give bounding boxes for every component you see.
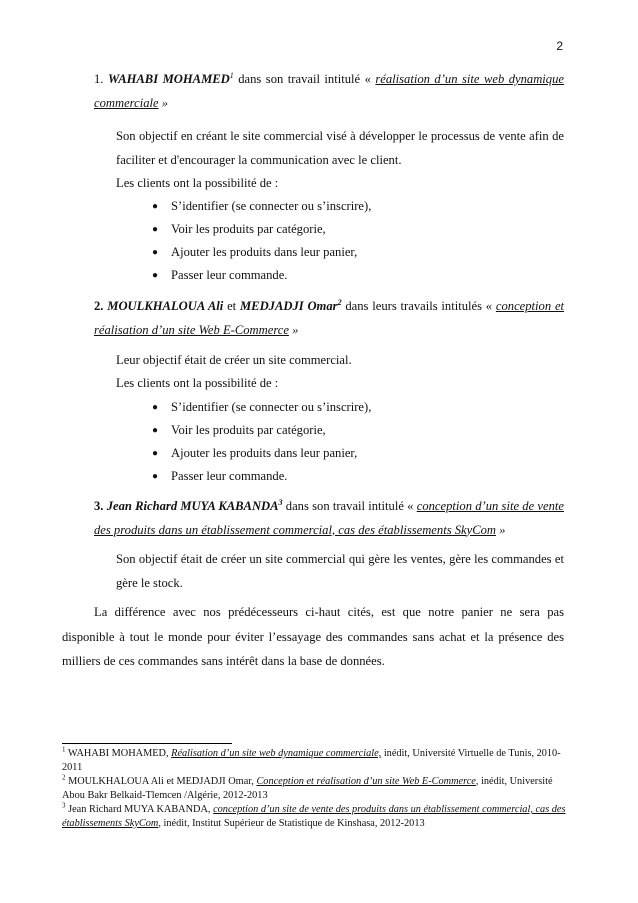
clients-intro-2: Les clients ont la possibilité de :: [116, 376, 279, 390]
closing-quote: »: [161, 95, 169, 110]
bullet-icon: ●: [152, 224, 159, 235]
closing-quote: »: [292, 322, 299, 337]
item-number: 2.: [94, 299, 104, 313]
author-name: WAHABI MOHAMED: [107, 72, 230, 86]
work-item-2-heading: [94, 295, 564, 342]
list-item: ● S’identifier (se connecter ou s’inscrire),: [152, 396, 371, 420]
bullet-icon: ●: [152, 448, 159, 459]
footnote-title: Réalisation d’un site web dynamique commerciale,: [171, 748, 382, 759]
footnote-ref-1[interactable]: 1: [229, 70, 234, 80]
clients-intro-1: Les clients ont la possibilité de :: [116, 176, 279, 190]
footnote-1: $^1$ WAHABI MOHAMED, Réalisation d’un site web dynamique commerciale, inédit, Université Virtuelle de Tunis, 2010-2011: [62, 745, 561, 773]
author-name: Jean Richard MUYA KABANDA: [106, 499, 279, 513]
work-title: conception d’un site de vente des produits dans un établissement commercial, cas des établissements SkyCom: [94, 499, 564, 537]
footnote-2: $^2$ MOULKHALOUA Ali et MEDJADJI Omar, Conception et réalisation d’un site Web E-Commerce, inédit, Université Abou Bakr Belkaid-Tlemcen /Algérie, 2012-2013: [62, 773, 553, 801]
list-item: ● Voir les produits par catégorie,: [152, 218, 326, 242]
bullet-icon: ●: [152, 425, 159, 436]
work-title: conception et réalisation d’un site Web E-Commerce: [94, 299, 565, 337]
bullet-icon: ●: [152, 201, 159, 212]
footnote-separator: [62, 743, 232, 744]
footnote-ref-2[interactable]: 2: [337, 297, 342, 307]
work-title: réalisation d’un site web dynamique commerciale: [94, 72, 564, 110]
work-item-1-heading: [94, 68, 564, 115]
list-item: ● Ajouter les produits dans leur panier,: [152, 241, 357, 265]
bullet-icon: ●: [152, 471, 159, 482]
difference-paragraph: La différence avec nos prédécesseurs ci-haut cités, est que notre panier ne sera pas disponible à tout le monde pour éviter l’essayage des commandes sans achat et la présence des milliers de ces commandes sans intérêt dans la base de données.: [62, 605, 564, 668]
item-number: 3.: [94, 499, 104, 513]
bullet-icon: ●: [152, 402, 159, 413]
intro-text: dans son travail intitulé «: [238, 72, 371, 86]
footnote-title: conception d’un site de vente des produits dans un établissement commercial, cas des établissements SkyCom: [62, 804, 566, 829]
objective-paragraph-2: Leur objectif était de créer un site commercial.: [116, 353, 352, 367]
closing-quote: »: [499, 522, 506, 537]
bullet-icon: ●: [152, 270, 159, 281]
item-number: 1.: [94, 72, 104, 86]
footnote-3: $^3$ Jean Richard MUYA KABANDA, conception d’un site de vente des produits dans un établissement commercial, cas des établissements SkyCom, inédit, Institut Supérieur de Statistique de Kinshasa, 2012-2013: [62, 801, 566, 829]
footnote-ref-3[interactable]: 3: [278, 497, 283, 507]
footnote-title: Conception et réalisation d’un site Web E-Commerce: [256, 776, 476, 787]
conjunction: et: [227, 299, 237, 313]
author-name: MOULKHALOUA Ali: [107, 299, 224, 313]
intro-text: dans son travail intitulé «: [285, 499, 414, 513]
list-item: ● Voir les produits par catégorie,: [152, 419, 326, 443]
author-name: MEDJADJI Omar: [239, 299, 338, 313]
objective-paragraph-3: Son objectif était de créer un site commercial qui gère les ventes, gère les commandes et gère le stock.: [116, 552, 564, 590]
intro-text: dans leurs travails intitulés «: [345, 299, 493, 313]
list-item: ● Passer leur commande.: [152, 465, 287, 489]
bullet-icon: ●: [152, 247, 159, 258]
list-item: ● Passer leur commande.: [152, 264, 287, 288]
page-number: 2: [556, 39, 563, 53]
list-item: ● Ajouter les produits dans leur panier,: [152, 442, 357, 466]
work-item-3-heading: [94, 495, 564, 542]
objective-paragraph-1: Son objectif en créant le site commercial visé à développer le processus de vente afin de faciliter et d'encourager la communication avec le client.: [116, 129, 564, 167]
list-item: ● S’identifier (se connecter ou s’inscrire),: [152, 195, 371, 219]
